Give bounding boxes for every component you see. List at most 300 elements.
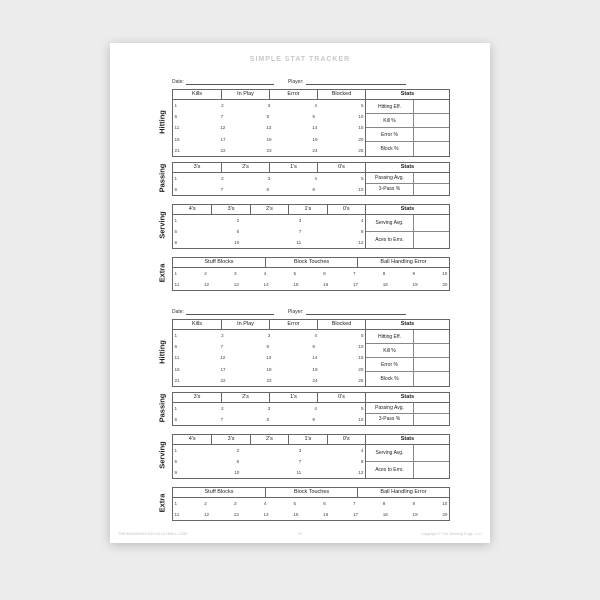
tally-number: 16 (323, 512, 329, 517)
tally-number: 1 (174, 218, 178, 223)
tally-number: 12 (203, 282, 210, 287)
column-header: 2's (221, 163, 269, 172)
tally-number: 10 (358, 344, 364, 350)
grid-line (173, 403, 365, 414)
date-player-line (172, 79, 406, 85)
player-label: Player: (287, 79, 304, 85)
tally-number: 5 (360, 406, 364, 411)
tally-number: 5 (293, 501, 297, 506)
tally-number: 18 (382, 282, 388, 287)
stat-row (366, 403, 449, 414)
section-label-hitting (154, 319, 170, 384)
tally-number: 7 (298, 229, 302, 234)
tally-number: 3 (267, 103, 271, 108)
section-body (173, 403, 449, 425)
stats-panel (365, 330, 449, 386)
stat-label: 3-Pass % (366, 184, 414, 195)
tally-number: 4 (314, 333, 317, 338)
stat-row (366, 344, 449, 358)
grid-line (173, 268, 449, 279)
tally-number: 10 (358, 114, 364, 120)
tally-number: 2 (221, 333, 224, 338)
stat-row (366, 128, 449, 142)
tally-number: 25 (358, 147, 364, 153)
stat-row (366, 173, 449, 184)
tally-number: 13 (266, 355, 272, 361)
tally-number: 7 (353, 271, 356, 276)
grid-line (173, 445, 365, 456)
stat-label: Passing Avg. (366, 173, 414, 183)
tally-number: 6 (174, 344, 178, 350)
tally-number: 11 (296, 470, 302, 475)
tally-number: 12 (220, 125, 226, 131)
tally-number: 18 (266, 366, 272, 372)
tally-number: 3 (267, 406, 271, 411)
grid-line (173, 330, 365, 341)
section-header-row (173, 163, 449, 173)
stat-value-field[interactable] (414, 114, 449, 127)
grid-line (173, 341, 365, 352)
date-label: Date: (172, 79, 184, 85)
stat-label: Passing Avg. (366, 403, 414, 413)
tally-number: 11 (296, 240, 302, 245)
number-grid (173, 215, 365, 248)
tally-number: 2 (221, 176, 224, 181)
stat-value-field[interactable] (414, 128, 449, 141)
stat-label: 3-Pass % (366, 414, 414, 425)
tally-number: 17 (220, 366, 226, 372)
stat-label: Block % (366, 372, 414, 386)
tally-number: 5 (174, 459, 178, 464)
stats-panel (365, 215, 449, 248)
section-passing (172, 392, 450, 426)
footer-website: THEWINNINGEDGEVOLLEYBALL.COM (118, 532, 188, 536)
tally-number: 15 (293, 282, 299, 287)
column-header: 3's (193, 394, 201, 400)
column-header: 0's (327, 435, 365, 444)
tally-number: 13 (233, 282, 239, 287)
section-header-row (173, 205, 449, 215)
stat-label: Serving Avg. (366, 445, 414, 461)
tally-number: 7 (220, 417, 224, 422)
column-header: 3's (193, 164, 201, 170)
column-header: Error (269, 320, 317, 329)
section-serving (172, 204, 450, 249)
column-header: 4's (188, 206, 196, 212)
grid-area (173, 330, 365, 386)
stats-header: Stats (365, 393, 449, 402)
tally-number: 14 (312, 355, 318, 361)
stat-label: Error % (366, 358, 414, 371)
grid-line (173, 456, 365, 467)
stat-label: Serving Avg. (366, 215, 414, 231)
tally-number: 1 (174, 271, 178, 276)
grid-line (173, 226, 365, 237)
tally-number: 8 (266, 417, 269, 422)
tally-number: 12 (203, 512, 210, 517)
stat-row (366, 445, 449, 462)
section-header-row (173, 90, 449, 100)
stat-value-field[interactable] (414, 414, 449, 425)
column-header: 2's (250, 205, 288, 214)
tally-number: 9 (312, 344, 315, 350)
tally-number: 8 (360, 229, 364, 234)
tally-number: 3 (267, 176, 271, 181)
number-grid (173, 498, 449, 520)
tally-number: 21 (174, 377, 180, 383)
tally-number: 7 (353, 501, 356, 506)
stat-value-field[interactable] (414, 445, 449, 461)
tally-number: 6 (236, 229, 240, 234)
grid-area (173, 173, 365, 195)
date-label: Date: (172, 309, 184, 315)
section-label-extra (154, 257, 170, 288)
stat-row (366, 462, 449, 479)
number-grid (173, 403, 365, 425)
grid-line (173, 184, 365, 195)
stat-value-field[interactable] (414, 330, 449, 343)
tally-number: 25 (358, 377, 364, 383)
footer-copyright: Copyright © The Winning Edge, LLC (420, 532, 482, 536)
section-header-row (173, 435, 449, 445)
stat-value-field[interactable] (414, 358, 449, 371)
stats-panel (365, 403, 449, 425)
stat-value-field[interactable] (414, 462, 449, 479)
tally-number: 1 (174, 103, 178, 108)
column-header: 3's (211, 205, 249, 214)
section-hitting (172, 319, 450, 387)
tally-number: 11 (174, 355, 180, 361)
stat-row (366, 372, 449, 386)
section-title: Hitting (157, 339, 167, 364)
grid-line (173, 375, 365, 386)
section-title: Passing (157, 163, 167, 192)
date-player-line (172, 309, 406, 315)
tally-number: 6 (323, 271, 326, 276)
player-label: Player: (287, 309, 304, 315)
tally-number: 19 (412, 512, 418, 517)
grid-line (173, 364, 365, 375)
tally-number: 4 (314, 176, 317, 181)
tally-number: 3 (267, 333, 271, 338)
grid-line (173, 279, 449, 290)
section-title: Serving (157, 441, 167, 469)
column-header: 0's (317, 163, 365, 172)
date-field[interactable] (186, 79, 274, 85)
tally-number: 20 (358, 366, 364, 372)
tally-number: 2 (221, 103, 224, 108)
stat-row (366, 142, 449, 156)
column-header: Ball Handling Error (357, 488, 449, 497)
stats-panel (365, 100, 449, 156)
tally-number: 21 (174, 147, 180, 153)
date-field[interactable] (186, 309, 274, 315)
page-title: SIMPLE STAT TRACKER (249, 56, 351, 63)
tally-number: 12 (358, 240, 364, 245)
stat-row (366, 215, 449, 232)
tally-number: 14 (263, 282, 269, 287)
grid-area (173, 100, 365, 156)
section-label-passing (154, 162, 170, 193)
tally-number: 8 (382, 501, 386, 506)
column-header: Stuff Blocks (204, 489, 234, 495)
section-serving (172, 434, 450, 479)
tally-number: 15 (358, 355, 364, 361)
tally-number: 8 (266, 114, 269, 120)
section-body (173, 330, 449, 386)
section-label-hitting (154, 89, 170, 154)
tally-number: 22 (220, 377, 226, 383)
tally-number: 3 (234, 501, 237, 506)
tally-number: 12 (220, 355, 226, 361)
tally-number: 9 (174, 470, 178, 475)
tally-number: 15 (293, 512, 299, 517)
tally-number: 6 (174, 187, 178, 192)
stat-value-field[interactable] (414, 232, 449, 249)
column-header: In Play (221, 320, 269, 329)
number-grid (173, 268, 449, 290)
tally-number: 5 (360, 333, 364, 338)
tally-number: 1 (174, 406, 178, 411)
number-grid (173, 330, 365, 386)
tally-number: 13 (266, 125, 272, 131)
stat-label: Error % (366, 128, 414, 141)
tally-number: 9 (312, 187, 315, 192)
stats-header: Stats (365, 320, 449, 329)
tally-number: 15 (358, 125, 364, 131)
stat-label: Aces to Errs. (366, 462, 414, 479)
stats-header: Stats (365, 435, 449, 444)
tally-number: 2 (236, 218, 240, 223)
tally-number: 8 (382, 271, 386, 276)
tally-number: 2 (204, 271, 207, 276)
tally-number: 6 (174, 114, 178, 120)
section-title: Passing (157, 393, 167, 422)
tally-number: 20 (442, 512, 448, 517)
column-header: 0's (317, 393, 365, 402)
tally-number: 5 (174, 229, 178, 234)
grid-line (173, 215, 365, 226)
tally-number: 17 (352, 512, 359, 517)
column-header: 1's (269, 393, 317, 402)
tally-number: 18 (382, 512, 388, 517)
tally-number: 10 (442, 501, 448, 506)
grid-line (173, 467, 365, 478)
tally-number: 24 (312, 147, 318, 153)
tally-number: 9 (312, 417, 315, 422)
tally-number: 10 (358, 417, 364, 422)
section-body (173, 100, 449, 156)
tally-number: 7 (298, 459, 302, 464)
tally-number: 2 (221, 406, 224, 411)
tally-number: 4 (360, 218, 364, 223)
tally-number: 19 (312, 366, 318, 372)
grid-line (173, 173, 365, 184)
column-header: In Play (221, 90, 269, 99)
number-grid (173, 173, 365, 195)
tally-number: 16 (323, 282, 329, 287)
tally-number: 4 (263, 271, 267, 276)
stat-row (366, 232, 449, 249)
stat-row (366, 414, 449, 425)
column-header: 1's (269, 163, 317, 172)
tally-number: 23 (266, 377, 272, 383)
stats-header: Stats (365, 205, 449, 214)
grid-line (173, 498, 449, 509)
tally-number: 1 (174, 448, 178, 453)
section-extra (172, 257, 450, 291)
tally-number: 8 (266, 187, 269, 192)
section-header-row (173, 488, 449, 498)
tally-number: 11 (174, 512, 180, 517)
tally-number: 6 (236, 459, 240, 464)
tally-number: 20 (358, 136, 364, 142)
stat-row (366, 184, 449, 195)
worksheet-page (110, 43, 490, 543)
stat-label: Kill % (366, 344, 414, 357)
tally-number: 8 (266, 344, 269, 350)
grid-line (173, 414, 365, 425)
tally-number: 22 (220, 147, 226, 153)
column-header: 0's (327, 205, 365, 214)
grid-line (173, 237, 365, 248)
tally-number: 11 (174, 125, 180, 131)
section-title: Extra (157, 493, 167, 512)
tally-number: 5 (293, 271, 297, 276)
column-header: 4's (188, 436, 196, 442)
column-header: 1's (288, 205, 326, 214)
tally-number: 5 (360, 176, 364, 181)
stat-row (366, 358, 449, 372)
stat-label: Hitting Eff. (366, 100, 414, 113)
tally-number: 9 (174, 240, 178, 245)
stat-label: Aces to Errs. (366, 232, 414, 249)
tally-number: 20 (442, 282, 448, 287)
grid-line (173, 509, 449, 520)
tally-number: 4 (360, 448, 364, 453)
section-title: Serving (157, 211, 167, 239)
grid-line (173, 352, 365, 363)
stat-value-field[interactable] (414, 100, 449, 113)
stat-value-field[interactable] (414, 142, 449, 156)
tally-number: 14 (312, 125, 318, 131)
section-hitting (172, 89, 450, 157)
section-title: Hitting (157, 109, 167, 134)
tally-number: 19 (312, 136, 318, 142)
grid-line (173, 111, 365, 122)
tally-number: 10 (358, 187, 364, 192)
section-extra (172, 487, 450, 521)
stat-value-field[interactable] (414, 184, 449, 195)
column-header: Kills (191, 91, 203, 97)
grid-area (173, 215, 365, 248)
number-grid (173, 445, 365, 478)
tally-number: 9 (412, 501, 416, 506)
stat-row (366, 114, 449, 128)
tally-number: 7 (220, 114, 224, 120)
tally-number: 6 (174, 417, 178, 422)
tally-number: 17 (220, 136, 226, 142)
column-header: Error (269, 90, 317, 99)
column-header: 2's (221, 393, 269, 402)
tally-number: 2 (236, 448, 240, 453)
tally-number: 3 (298, 448, 302, 453)
tally-number: 5 (360, 103, 364, 108)
stats-panel (365, 445, 449, 478)
section-body (173, 173, 449, 195)
stat-row (366, 330, 449, 344)
tally-number: 1 (174, 176, 178, 181)
stat-value-field[interactable] (414, 215, 449, 231)
tally-number: 8 (360, 459, 364, 464)
section-label-serving (154, 204, 170, 246)
grid-line (173, 134, 365, 145)
section-label-serving (154, 434, 170, 476)
tally-number: 24 (312, 377, 318, 383)
tally-number: 6 (323, 501, 326, 506)
grid-line (173, 145, 365, 156)
column-header: Block Touches (265, 258, 357, 267)
grid-line (173, 100, 365, 111)
tally-number: 1 (174, 501, 178, 506)
tally-number: 18 (266, 136, 272, 142)
column-header: 2's (250, 435, 288, 444)
tally-number: 9 (412, 271, 416, 276)
column-header: Blocked (317, 90, 365, 99)
grid-area (173, 445, 365, 478)
column-header: Stuff Blocks (204, 259, 234, 265)
tally-number: 4 (314, 103, 317, 108)
tally-number: 23 (266, 147, 272, 153)
tally-number: 3 (298, 218, 302, 223)
stat-value-field[interactable] (414, 344, 449, 357)
tally-number: 11 (174, 282, 180, 287)
section-header-row (173, 258, 449, 268)
tally-number: 9 (312, 114, 315, 120)
stat-value-field[interactable] (414, 372, 449, 386)
column-header: Ball Handling Error (357, 258, 449, 267)
number-grid (173, 100, 365, 156)
footer-page-number: 33 (297, 532, 303, 536)
tally-number: 4 (314, 406, 317, 411)
section-header-row (173, 393, 449, 403)
player-field[interactable] (306, 79, 406, 85)
stat-label: Kill % (366, 114, 414, 127)
stats-header: Stats (365, 163, 449, 172)
section-body (173, 215, 449, 248)
section-body (173, 445, 449, 478)
section-header-row (173, 320, 449, 330)
tally-number: 14 (263, 512, 269, 517)
section-passing (172, 162, 450, 196)
grid-area (173, 403, 365, 425)
tally-number: 13 (233, 512, 239, 517)
section-label-passing (154, 392, 170, 423)
tally-number: 12 (358, 470, 364, 475)
stat-value-field[interactable] (414, 173, 449, 183)
tally-number: 1 (174, 333, 178, 338)
player-field[interactable] (306, 309, 406, 315)
tally-number: 7 (220, 344, 224, 350)
tally-number: 7 (220, 187, 224, 192)
tally-number: 17 (352, 282, 359, 287)
section-title: Extra (157, 263, 167, 282)
column-header: Kills (191, 321, 203, 327)
tally-number: 16 (174, 136, 180, 142)
stat-value-field[interactable] (414, 403, 449, 413)
stat-label: Hitting Eff. (366, 330, 414, 343)
stat-row (366, 100, 449, 114)
